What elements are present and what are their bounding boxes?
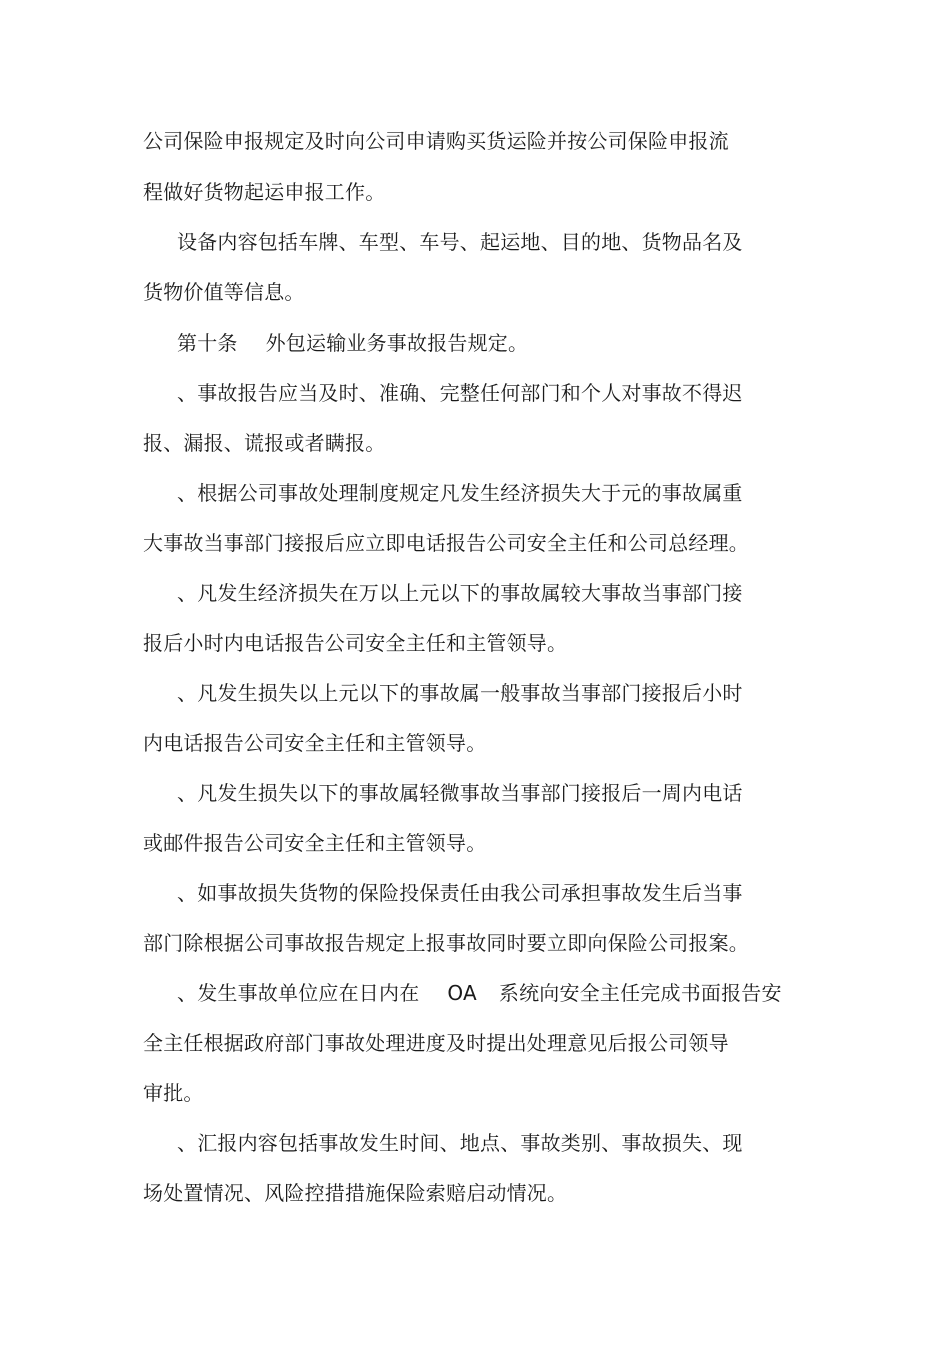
system-name: OA — [447, 981, 477, 1005]
text-segment: 系统向安全主任完成书面报告安 — [498, 981, 782, 1005]
article-heading — [177, 330, 528, 356]
text-line: 、根据公司事故处理制度规定凡发生经济损失大于元的事故属重 — [177, 481, 743, 505]
text-line: 、事故报告应当及时、准确、完整任何部门和个人对事故不得迟 — [177, 381, 743, 405]
text-line: 场处置情况、风险控措措施保险索赔启动情况。 — [143, 1181, 568, 1205]
text-line: 程做好货物起运申报工作。 — [143, 180, 386, 204]
text-line: 部门除根据公司事故报告规定上报事故同时要立即向保险公司报案。 — [143, 931, 749, 955]
text-line-with-system-name — [177, 980, 782, 1006]
text-line: 、汇报内容包括事故发生时间、地点、事故类别、事故损失、现 — [177, 1131, 743, 1155]
text-line: 内电话报告公司安全主任和主管领导。 — [143, 731, 487, 755]
text-line: 报后小时内电话报告公司安全主任和主管领导。 — [143, 631, 568, 655]
text-line: 、凡发生损失以上元以下的事故属一般事故当事部门接报后小时 — [177, 681, 743, 705]
text-line: 全主任根据政府部门事故处理进度及时提出处理意见后报公司领导 — [143, 1031, 729, 1055]
text-line: 大事故当事部门接报后应立即电话报告公司安全主任和公司总经理。 — [143, 531, 749, 555]
text-line: 审批。 — [143, 1081, 204, 1105]
text-segment: 、发生事故单位应在日内在 — [177, 981, 420, 1005]
text-line: 公司保险申报规定及时向公司申请购买货运险并按公司保险申报流 — [143, 129, 729, 153]
text-line: 、如事故损失货物的保险投保责任由我公司承担事故发生后当事 — [177, 881, 743, 905]
text-line: 、凡发生损失以下的事故属轻微事故当事部门接报后一周内电话 — [177, 781, 743, 805]
text-line: 、凡发生经济损失在万以上元以下的事故属较大事故当事部门接 — [177, 581, 743, 605]
text-line: 或邮件报告公司安全主任和主管领导。 — [143, 831, 487, 855]
text-line: 货物价值等信息。 — [143, 280, 305, 304]
text-line: 报、漏报、谎报或者瞒报。 — [143, 431, 386, 455]
text-line: 设备内容包括车牌、车型、车号、起运地、目的地、货物品名及 — [177, 230, 743, 254]
article-number: 第十条 — [177, 331, 238, 355]
article-title: 外包运输业务事故报告规定。 — [265, 331, 529, 355]
